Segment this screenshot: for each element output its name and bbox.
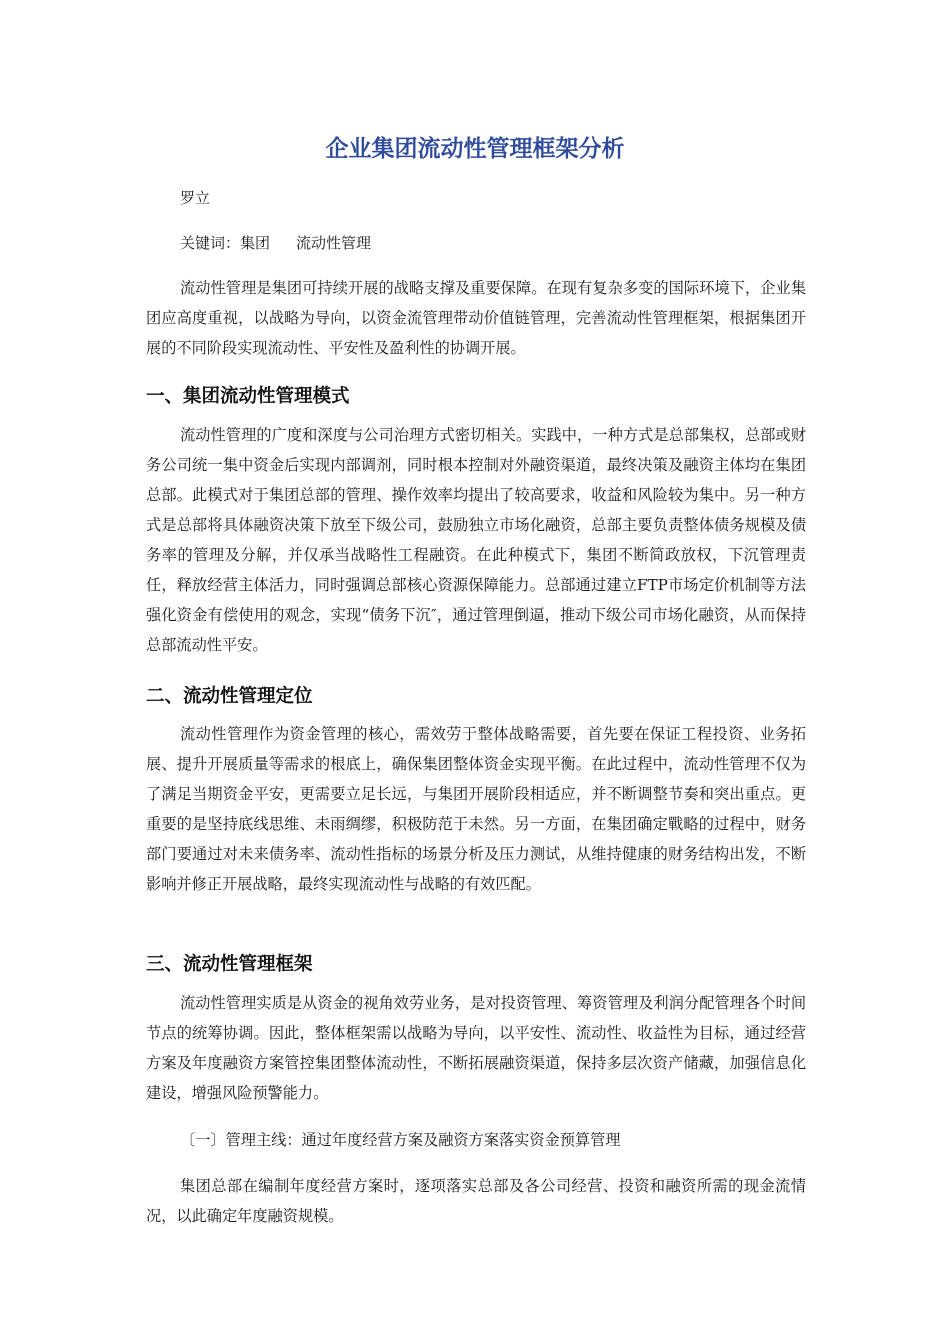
subsection-paragraph: 集团总部在编制年度经营方案时，逐项落实总部及各公司经营、投资和融资所需的现金流情况，以此确定年度融资规模。: [146, 1177, 806, 1225]
section-paragraph-2: 流动性管理作为资金管理的核心，需效劳于整体战略需要，首先要在保证工程投资、业务拓展、提升开展质量等需求的根底上，确保集团整体资金实现平衡。在此过程中，流动性管理不仅为了满足当期资金平安，更需要立足长远，与集团开展阶段相适应，并不断调整节奏和突出重点。更重要的是坚持底线思维、未雨绸缪，积极防范于未然。另一方面，在集团确定戰略的过程中，财务部门要通过对未来债务率、流动性指标的场景分析及压力测试，从维持健康的财务结构出发，不断影响并修正开展战略，最终实现流动性与战略的有效匹配。: [146, 725, 806, 893]
subsection-heading: 〔一〕管理主线：通过年度经营方案及融资方案落实资金预算管理: [180, 1131, 621, 1149]
section-paragraph-1: 流动性管理的广度和深度与公司治理方式密切相关。实践中，一种方式是总部集权，总部或财务公司统一集中资金后实现内部调剂，同时根本控制对外融资渠道，最终决策及融资主体均在集团总部。此模式对于集团总部的管理、操作效率均提出了较高要求，收益和风险较为集中。另一种方式是总部将具体融资决策下放至下级公司，鼓励独立市场化融资，总部主要负责整体债务规模及债务率的管理及分解，并仅承当战略性工程融资。在此种模式下，集团不断简政放权，下沉管理责任，释放经营主体活力，同时强调总部核心资源保障能力。总部通过建立FTP市场定价机制等方法强化资金有偿使用的观念，实现“债务下沉″，通过管理倒逼，推动下级公司市场化融资，从而保持总部流动性平安。: [146, 426, 806, 654]
document-title: 企业集团流动性管理框架分析: [325, 136, 625, 162]
section-heading-3: 三、流动性管理框架: [146, 954, 313, 975]
keyword-item: 流动性管理: [296, 234, 372, 252]
intro-paragraph: 流动性管理是集团可持续开展的战略支撑及重要保障。在现有复杂多变的国际环境下，企业集团应高度重视，以战略为导向，以资金流管理带动价值链管理，完善流动性管理框架，根据集团开展的不同阶段实现流动性、平安性及盈利性的协调开展。: [146, 279, 806, 357]
keyword-item: 集团: [240, 234, 271, 252]
author-line: [180, 188, 210, 208]
section-heading-1: 一、集团流动性管理模式: [146, 386, 350, 407]
section-heading-2: 二、流动性管理定位: [146, 686, 313, 707]
author-name: 罗立: [180, 189, 211, 207]
keywords-label: 关键词：: [180, 234, 241, 252]
section-paragraph-3: 流动性管理实质是从资金的视角效劳业务，是对投资管理、筹资管理及利润分配管理各个时间节点的统筹协调。因此，整体框架需以战略为导向，以平安性、流动性、收益性为目标，通过经营方案及年度融资方案管控集团整体流动性，不断拓展融资渠道，保持多层次资产储藏，加强信息化建设，增强风险预警能力。: [146, 994, 806, 1102]
keywords-line: [180, 233, 371, 253]
